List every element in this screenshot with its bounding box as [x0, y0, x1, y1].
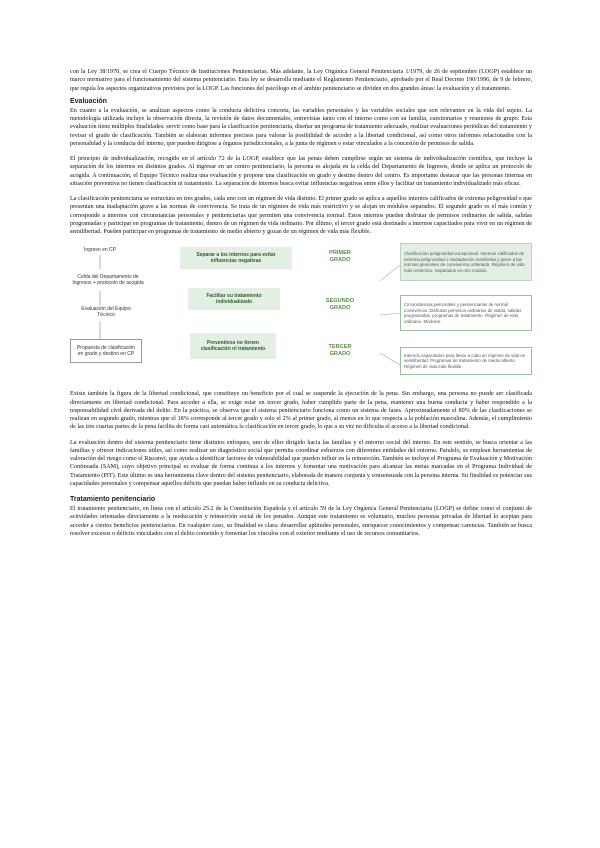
connector-line	[380, 313, 400, 315]
grade-tercer: TERCER GRADO	[328, 344, 352, 358]
evaluacion-paragraph-1: En cuanto a la evaluación, se analizan aspectos como la conducta delictiva concreta, las variables personales y las variables sociales que son relevantes en la vida del sujeto. La metodología utilizada incluye la observación directa, la revisión de datos documentales, entrevistas tanto con el interno como con su familia, cuestionarios y reuniones de grupo. Esta evaluación tiene múltiples finalidades: servir como base para la clasificación penitenciaria, diseñar un programa de tratamiento adecuado, realizar evaluaciones periódicas del tratamiento y revisar el grado de clasificación. También se elaboran informes precisos para valorar la posibilidad de acceder a la libertad condicional, así como otros informes relacionados con la personalidad y la conducta del interno, que pueden dirigirse a órganos jurisdiccionales, a la junta de régimen o estar vinculados a la concesión de permisos de salida.	[70, 107, 532, 147]
libertad-condicional-paragraph: Existe también la figura de la libertad condicional, que constituye un beneficio por el cual se suspende la ejecución de la pena. Sin embargo, una persona no puede ser clasificada directamente en libertad condicional. Para acceder a ella, se exige estar en tercer grado, haber cumplido parte de la pena, mantener una buena conducta y haber respondido a la responsabilidad civil derivada del delito. En la práctica, se observa que el sistema penitenciario funciona como un sistema de fases. Aproximadamente el 80% de las clasificaciones se realizan en segundo grado, mientras que el 18% corresponde al tercer grado y solo el 2% al primer grado, al menos en lo que respecta a la población masculina. Además, el cumplimiento de las tres cuartas partes de la pena facilita de forma casi automática la clasificación en tercer grado, lo que a su vez no dificulta el acceso a la libertad condicional.	[70, 391, 532, 431]
grade-description-segundo: Circunstancias personales y penitenciarias de normal convivencia. Disfrutan permisos ordinarios de salida, salidas programadas, programas de tratamiento. Régimen de vida ordinario. Módulos.	[400, 295, 532, 331]
note-preventivos: Preventivos no tienen clasificación ni tratamiento	[190, 333, 276, 359]
evaluacion-familias-paragraph: La evaluación dentro del sistema penitenciario tiene distintos enfoques, uno de ellos dirigido hacia las familias y el entorno social del interno. En este sentido, se busca orientar a las familias y ofrecer indicaciones útiles, así como realizar un diagnóstico social que permita coordinar esfuerzos con diferentes entidades del entorno. Paralelo, se emplean herramientas de valoración del riesgo como el Riscanvi, que ayuda a identificar factores de vulnerabilidad que pueden influir en la reinserción. También se incluye el Programa de Evaluación y Motivación Continuada (SAM), cuyo objetivo principal es evaluar de forma continua a los internos y fomentar una motivación para alcanzar las metas marcadas en el Programa Individual de Tratamiento (PIT). Este último es una herramienta clave dentro del sistema penitenciario, elaborada de manera conjunta y consensuada con la persona interna. Su finalidad es potenciar sus capacidades personales y compensar aquellos déficits que puedan haber influido en su conducta delictiva.	[70, 439, 532, 487]
step-ingreso: Ingreso en CP	[74, 245, 126, 255]
grade-description-tercer: Internos capacitados para llevar a cabo un régimen de vida en semilibertad. Programas de tratamiento de medio abierto. Régimen de vida más flexible.	[400, 347, 532, 375]
tratamiento-paragraph-1: El tratamiento penitenciario, en línea con el artículo 25.2 de la Constitución Española y el artículo 59 de la Ley Orgánica General Penitenciaria (LOGP) se define como el conjunto de actividades orientadas directamente a la reeducación y reinserción social de los penados. Aunque este tratamiento es voluntario, muchos personas privadas de libertad lo aceptan para acceder a ciertos beneficios penitenciarios. En cualquier caso, su finalidad es clara: desarrollar aptitudes personales, enriquecer conocimientos y compensar carencias. También se busca resolver excesos o déficits vinculados con el delito cometido y fomentar los vínculos con el exterior mediante el uso de recursos comunitarios.	[70, 506, 532, 537]
goal-facilitar-tratamiento: Facilitar su tratamiento individualizado	[188, 288, 280, 310]
connector-line	[380, 265, 400, 281]
step-evaluacion-equipo: Evaluación del Equipo Técnico	[70, 305, 142, 319]
section-heading-tratamiento: Tratamiento penitenciario	[70, 496, 156, 503]
step-propuesta-clasificacion: Propuesta de clasificación en grado y destino en CP	[70, 339, 142, 363]
grade-primer: PRIMER GRADO	[329, 250, 351, 264]
classification-diagram	[70, 243, 532, 383]
grade-description-primer: Clasificación peligrosidad excepcional. Internos calificados de extrema peligrosidad o inadaptación manifiesta y grave a las normas generales de convivencia ordenada. Régimen de vida más restrictivo. Separados en otro módulo.	[400, 243, 532, 281]
document-page	[70, 68, 532, 538]
grade-segundo: SEGUNDO GRADO	[325, 298, 355, 312]
evaluacion-paragraph-2: El principio de individualización, recogido en el artículo 72 de la LOGP, establece que las penas deben cumplirse según un sistema de individualización científica, que incluye la separación de los internos en distintos grados. Al ingresar en un centro penitenciario, la persona es alojada en la celda del Departamento de Ingresos, donde se aplica un protocolo de acogida. A continuación, el Equipo Técnico realiza una evaluación y propone una clasificación en grado y destino dentro del centro. Es importante destacar que las personas internas en situación preventiva no tienen clasificación ni tratamiento. La separación de internos busca evitar influencias negativas entre ellos y facilitar un tratamiento individualizado más eficaz.	[70, 156, 532, 187]
connector-line	[380, 353, 400, 365]
intro-paragraph: con la Ley 38/1970, se crea el Cuerpo Técnico de Instituciones Penitenciarias. Más adelante, la Ley Orgánica General Penitenciaria 1/1979, de 26 de septiembre (LOGP) establece un marco normativo para el funcionamiento del sistema penitenciario. Esta ley se desarrolla mediante el Reglamento Penitenciario, aprobado por el Real Decreto 190/1996, de 9 de febrero, que regula los aspectos organizativos previstos por la LOGP. Las funciones del psicólogo en el ámbito penitenciario se dividen en dos grandes áreas: la evaluación y el tratamiento.	[70, 69, 532, 92]
step-celda-ingresos: Celda del Departamento de Ingresos + protocolo de acogida	[68, 269, 148, 291]
evaluacion-paragraph-3: La clasificación penitenciaria se estructura en tres grados, cada uno con un régimen de vida distinto. El primer grado se aplica a aquellos internos calificados de extrema peligrosidad o que presentan una inadaptación grave a las normas de convivencia. Se trata de un régimen de vida más restrictivo y se alojan en módulos separados. El segundo grado es el más común y corresponde a internos con circunstancias personales y penitenciarias que permiten una convivencia normal. Estos internos pueden disfrutar de permisos ordinarios de salida, salidas programadas y participar en programas de tratamiento, dentro de un régimen de vida ordinario. Por último, el tercer grado está destinado a internos capacitados para vivir en un régimen de semilibertad. Pueden participar en programas de tratamiento de medio abierto y gozan de un régimen de vida más flexible.	[70, 196, 532, 235]
goal-separar-internos: Separar a los internos para evitar influencias negativas	[180, 247, 292, 269]
section-heading-evaluacion: Evaluación	[70, 97, 107, 105]
